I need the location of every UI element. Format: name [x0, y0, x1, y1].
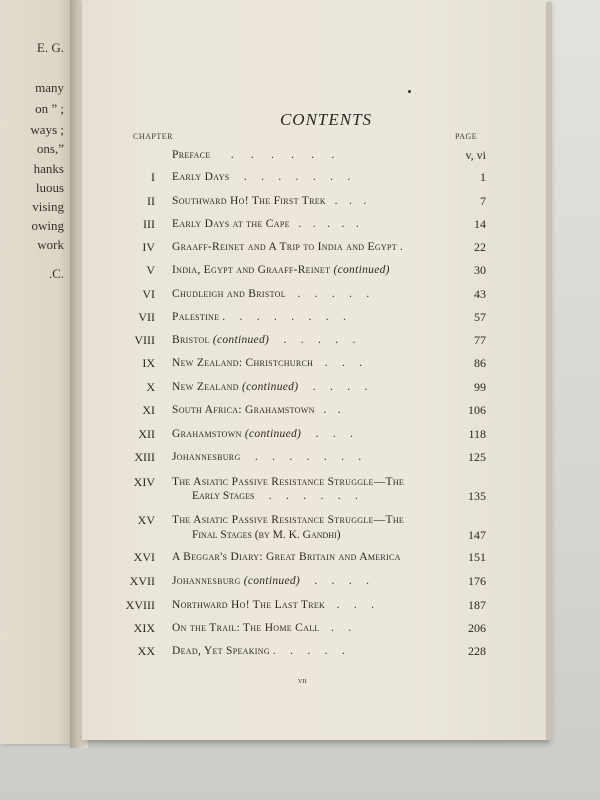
toc-title: The Asiatic Passive Resistance Struggle—The [172, 476, 405, 488]
toc-chapter-number: I [151, 170, 155, 184]
toc-chapter-number: XVI [133, 550, 155, 564]
toc-page-number: 1 [480, 170, 486, 184]
toc-title [172, 261, 450, 279]
toc-title-line2 [192, 526, 452, 544]
toc-page-number: 147 [468, 528, 486, 542]
leader-dots: . . . [313, 357, 363, 369]
left-page-line: E. G. [36, 40, 64, 55]
toc-chapter-number: XIII [134, 450, 155, 464]
left-page-line: work [37, 237, 64, 252]
left-page-line: hanks [33, 161, 64, 176]
toc-title [172, 331, 450, 349]
toc-title-text: Early Days at the Cape [172, 218, 290, 230]
leader-dots: . . . [326, 195, 367, 207]
toc-title [172, 596, 450, 614]
leader-dots: . . . . . [285, 288, 370, 300]
page-column-label: PAGE [455, 132, 478, 141]
left-page-line: many [35, 80, 64, 95]
toc-title [172, 401, 450, 419]
toc-page-number: 118 [468, 427, 486, 441]
toc-title [172, 448, 450, 466]
toc-title [172, 354, 450, 372]
toc-page-number: 151 [468, 550, 486, 564]
leader-dots: . . . [325, 599, 374, 611]
toc-title-text: Early Stages [192, 490, 255, 502]
toc-chapter-number: XI [142, 403, 155, 417]
toc-title: The Asiatic Passive Resistance Struggle—The [172, 514, 405, 526]
toc-page-number: 228 [468, 644, 486, 658]
toc-chapter-number: XX [137, 644, 155, 658]
toc-title [172, 572, 450, 590]
toc-chapter-number: XII [138, 427, 155, 441]
toc-title-text: Final Stages [192, 529, 252, 541]
toc-title-text: Dead, Yet Speaking [172, 645, 270, 657]
leader-dots: . [396, 241, 403, 253]
toc-title: A Beggar's Diary: Great Britain and America [172, 551, 401, 563]
page-folio: vii [298, 675, 307, 685]
toc-title-line2 [192, 487, 452, 505]
leader-dots: . . . . . [269, 645, 345, 657]
leader-dots: . . . . . . [254, 490, 358, 502]
toc-title [172, 215, 450, 233]
toc-page-number: 77 [474, 333, 486, 347]
toc-title-text: Northward Ho! The Last Trek [172, 599, 326, 611]
toc-title [172, 619, 450, 637]
leader-dots: . . . . . [289, 218, 359, 230]
toc-page-number: 43 [474, 287, 486, 301]
toc-page-number: 7 [480, 194, 486, 208]
toc-chapter-number: III [143, 217, 155, 231]
toc-page-number: v, vi [465, 148, 486, 162]
toc-title-italic: (by M. K. Gandhi) [254, 529, 341, 541]
toc-title-text: Grahamstown [172, 428, 242, 440]
toc-page-number: 57 [474, 310, 486, 324]
leader-dots: . . [314, 404, 341, 416]
left-page-line: vising [32, 199, 64, 214]
toc-title-text: Early Days [172, 171, 230, 183]
toc-title [172, 308, 450, 326]
leader-dots: . . . . [298, 381, 368, 393]
toc-title-text: New Zealand [172, 381, 239, 393]
toc-title [172, 168, 450, 186]
toc-title-text: Palestine [172, 311, 220, 323]
toc-title-text: On the Trail: The Home Call [172, 622, 320, 634]
toc-preface-title [172, 146, 450, 164]
left-page-line: .C. [48, 266, 64, 281]
left-page-line: ways ; [30, 122, 64, 137]
toc-title [172, 192, 450, 210]
contents-title [0, 110, 600, 130]
leader-dots: . . . . [300, 575, 370, 587]
left-page-line: ons,” [36, 141, 64, 156]
toc-chapter-number: IV [142, 240, 155, 254]
toc-title [172, 378, 450, 396]
toc-page-number: 176 [468, 574, 486, 588]
left-page-line: owing [31, 218, 64, 233]
toc-title-text: South Africa: Grahamstown [172, 404, 315, 416]
toc-title-text: India, Egypt and Graaff-Reinet [172, 264, 331, 276]
toc-title [172, 238, 450, 256]
toc-page-number: 125 [468, 450, 486, 464]
toc-chapter-number: II [147, 194, 155, 208]
left-page-line: on ” ; [35, 101, 64, 116]
toc-title-italic: (continued) [243, 575, 301, 587]
toc-chapter-number: IX [142, 356, 155, 370]
toc-title-italic: (continued) [212, 334, 270, 346]
toc-page-number: 99 [474, 380, 486, 394]
toc-page-number: 86 [474, 356, 486, 370]
toc-title-text: Preface [172, 149, 211, 161]
toc-page-number: 22 [474, 240, 486, 254]
toc-page-number: 187 [468, 598, 486, 612]
toc-chapter-number: VIII [134, 333, 155, 347]
toc-chapter-number: VI [142, 287, 155, 301]
paper-speck [408, 90, 411, 93]
leader-dots: . . . . . . . . [219, 311, 346, 323]
toc-title-text: Johannesburg [172, 575, 241, 587]
toc-title-text: Bristol [172, 334, 210, 346]
left-page-line: luous [35, 180, 64, 195]
leader-dots: . . . [301, 428, 353, 440]
toc-page-number: 14 [474, 217, 486, 231]
chapter-column-label: CHAPTER [133, 132, 173, 141]
leader-dots: . . . . . . . [240, 451, 362, 463]
toc-title-text: Graaff-Reinet and A Trip to India and Egypt [172, 241, 397, 253]
toc-page-number: 135 [468, 489, 486, 503]
toc-title-text: Johannesburg [172, 451, 241, 463]
toc-page-number: 30 [474, 263, 486, 277]
toc-chapter-number: X [146, 380, 155, 394]
toc-title-text: Chudleigh and Bristol [172, 288, 286, 300]
toc-page-number: 106 [468, 403, 486, 417]
toc-title-text: Southward Ho! The First Trek [172, 195, 327, 207]
toc-title-italic: (continued) [244, 428, 302, 440]
toc-chapter-number: XVIII [125, 598, 155, 612]
leader-dots: . . . . . . . [229, 171, 351, 183]
leader-dots: . . . . . [269, 334, 356, 346]
toc-title [172, 642, 450, 660]
toc-title [172, 425, 450, 443]
toc-title-italic: (continued) [333, 264, 390, 276]
toc-chapter-number: XIV [133, 475, 155, 489]
toc-chapter-number: V [146, 263, 155, 277]
leader-dots: . . . . . . [210, 149, 335, 161]
toc-page-number: 206 [468, 621, 486, 635]
toc-chapter-number: XIX [133, 621, 155, 635]
toc-title [172, 285, 450, 303]
toc-chapter-number: XV [137, 513, 155, 527]
toc-chapter-number: VII [138, 310, 155, 324]
contents-title-text: CONTENTS [279, 110, 373, 129]
toc-chapter-number: XVII [129, 574, 155, 588]
toc-title-italic: (continued) [242, 381, 299, 393]
toc-title-text: New Zealand: Christchurch [172, 357, 314, 369]
leader-dots: . . [319, 622, 352, 634]
